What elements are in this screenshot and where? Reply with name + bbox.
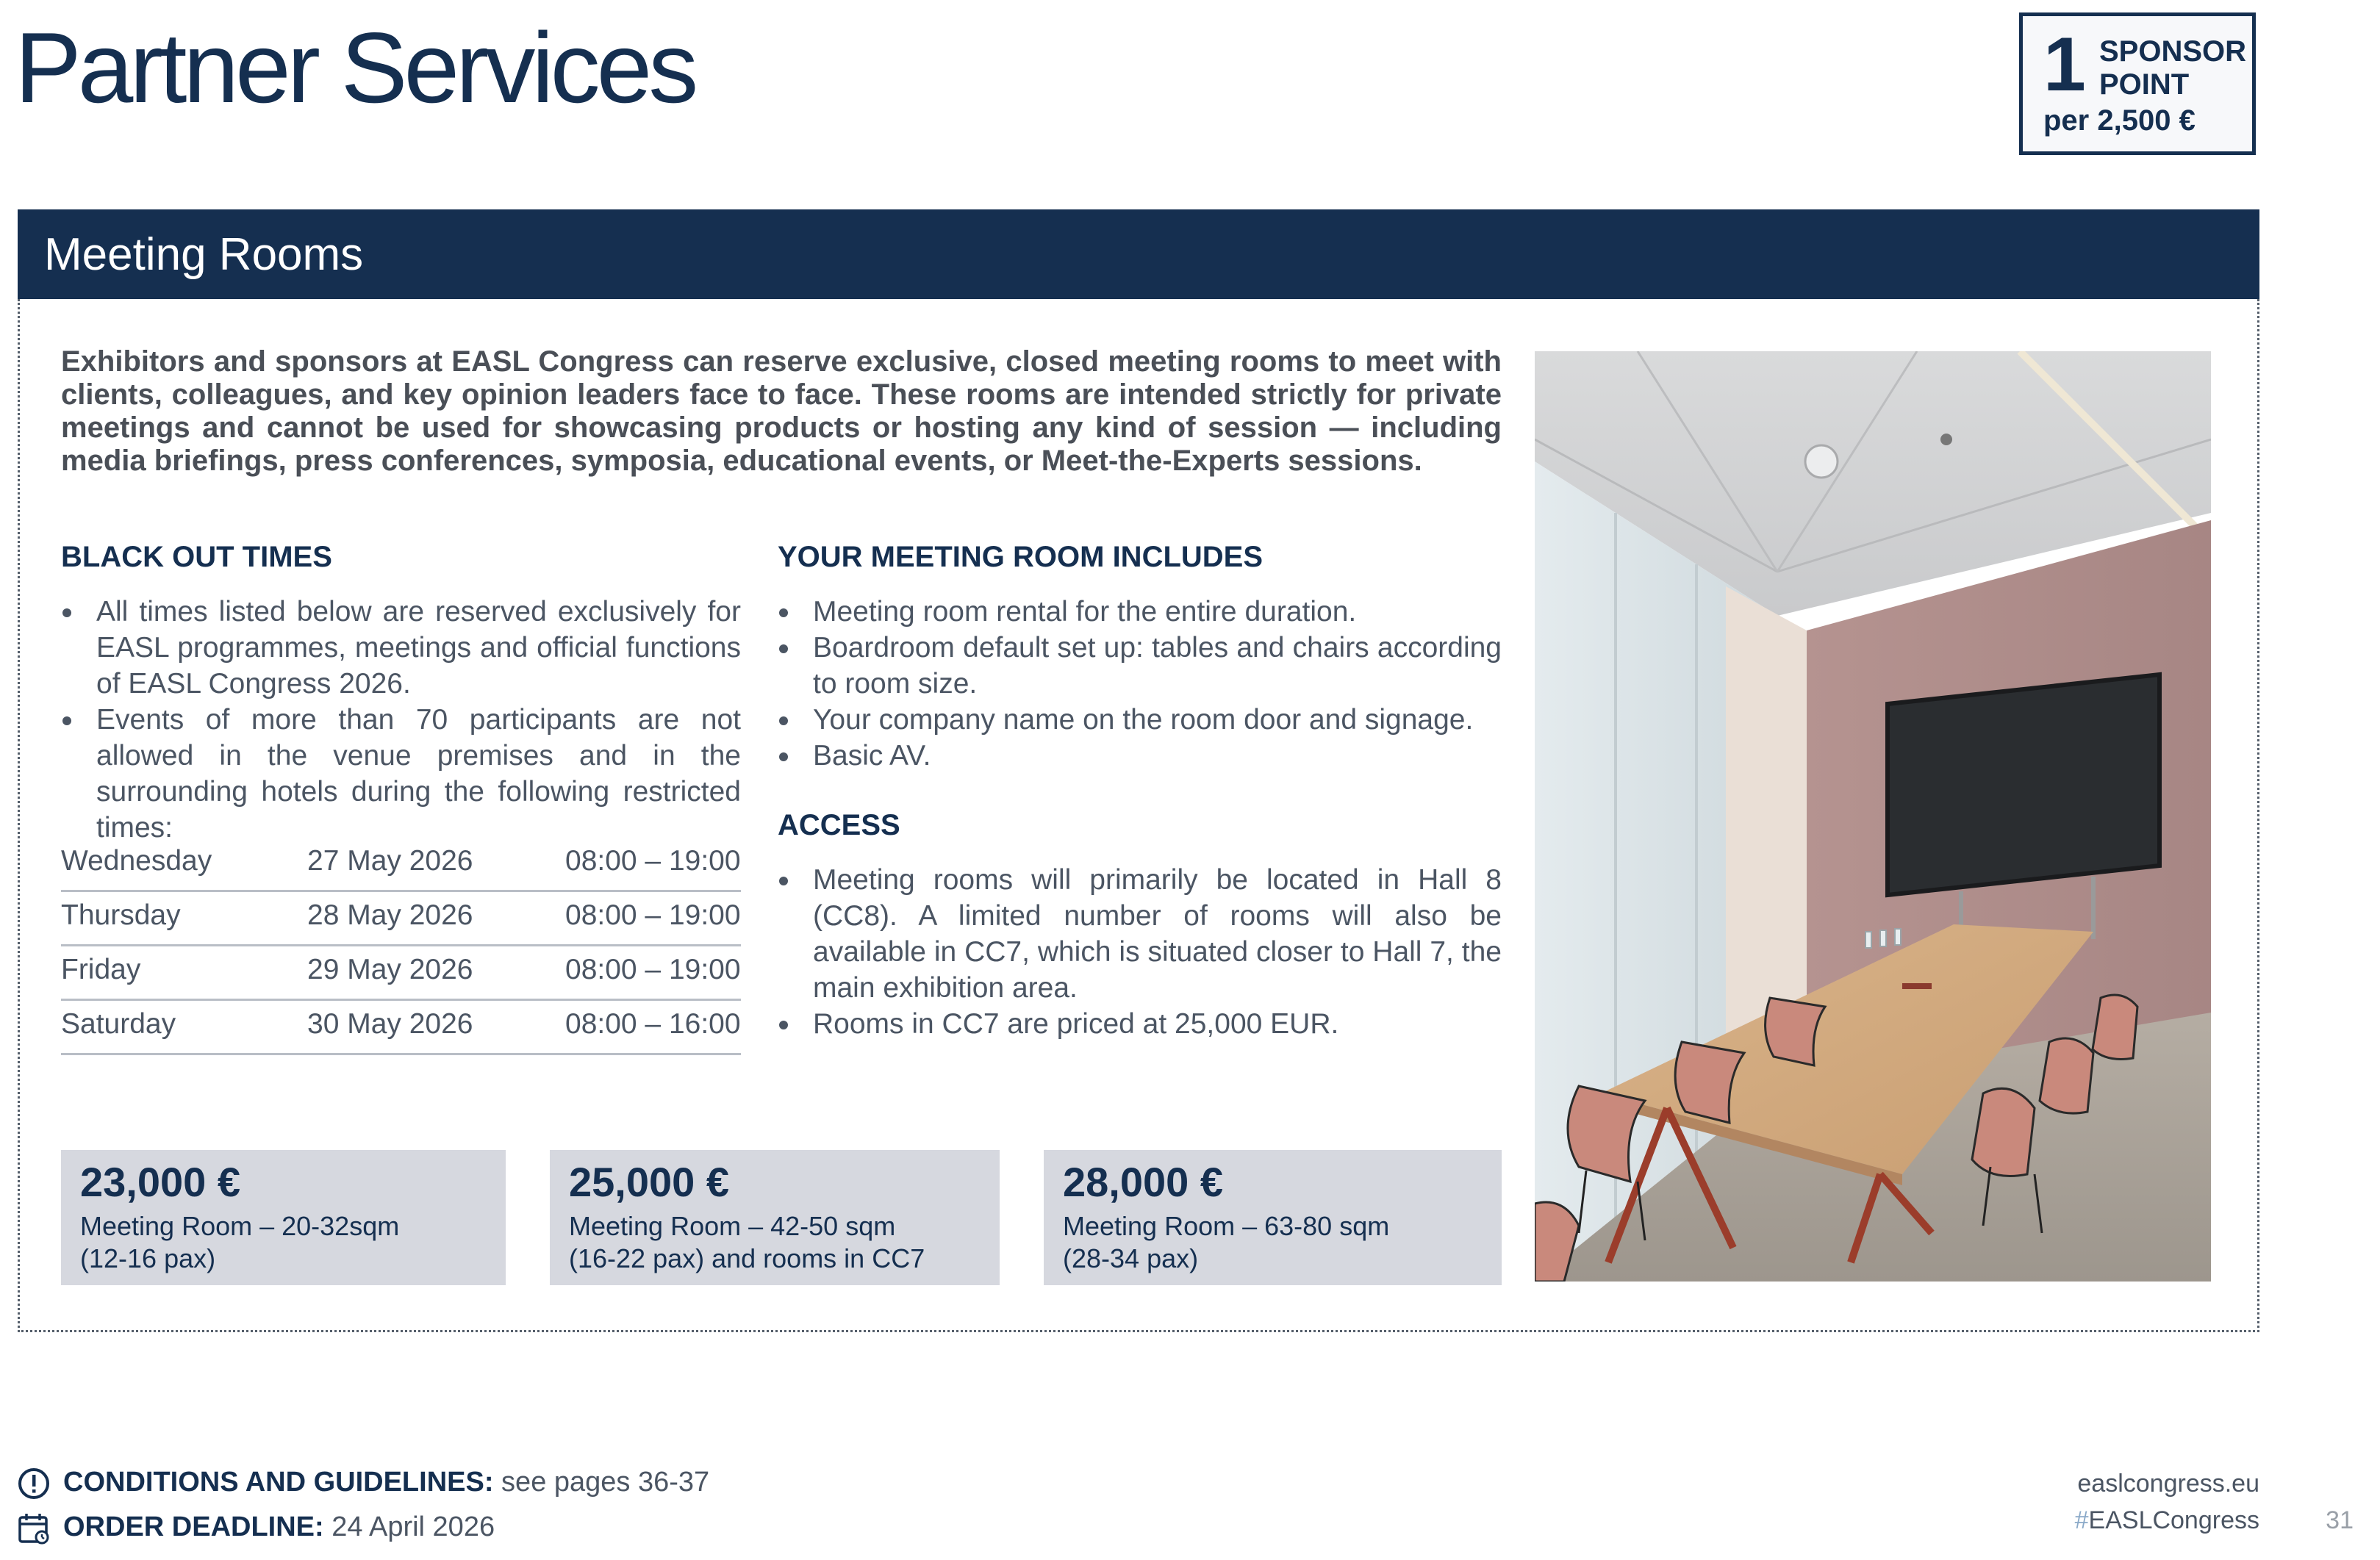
day-cell: Friday <box>61 954 141 985</box>
sponsor-point-box <box>2019 12 2256 155</box>
calendar-icon <box>18 1512 50 1545</box>
includes-heading: YOUR MEETING ROOM INCLUDES <box>778 541 1264 573</box>
list-item: Boardroom default set up: tables and chairs according to room size. <box>778 630 1502 702</box>
access-list <box>778 862 1502 1042</box>
day-cell: Wednesday <box>61 845 212 877</box>
blackout-list <box>61 594 741 846</box>
conditions-value: see pages 36-37 <box>493 1467 710 1498</box>
deadline-value: 24 April 2026 <box>323 1512 495 1543</box>
price-description-line: Meeting Room – 63-80 sqm <box>1063 1211 1390 1242</box>
sponsor-point-price: per 2,500 € <box>2043 104 2196 137</box>
price-description-line: (28-34 pax) <box>1063 1243 1199 1274</box>
date-cell: 27 May 2026 <box>307 845 473 877</box>
includes-list <box>778 594 1502 774</box>
time-cell: 08:00 – 19:00 <box>565 845 741 877</box>
list-item: Basic AV. <box>778 738 1502 774</box>
price-amount: 25,000 € <box>569 1159 729 1205</box>
alert-icon <box>18 1467 50 1500</box>
time-cell: 08:00 – 16:00 <box>565 1008 741 1040</box>
section-header <box>18 209 2259 299</box>
conditions-line <box>18 1467 709 1500</box>
table-row <box>61 1001 741 1055</box>
price-box <box>550 1150 1000 1285</box>
price-description-line: Meeting Room – 20-32sqm <box>80 1211 400 1242</box>
price-description-line: (12-16 pax) <box>80 1243 216 1274</box>
intro-paragraph: Exhibitors and sponsors at EASL Congress can reserve exclusive, closed meeting rooms to meet with clients, colleagues, and key opinion leaders face to face. These rooms are intended strictly for private meetings and cannot be used for showcasing products or hosting any kind of session — including media briefings, press conferences, symposia, educational events, or Meet-the-Experts sessions. <box>61 345 1502 477</box>
list-item: Meeting rooms will primarily be located in Hall 8 (CC8). A limited number of rooms will also be available in CC7, which is situated closer to Hall 7, the main exhibition area. <box>778 862 1502 1006</box>
price-amount: 28,000 € <box>1063 1159 1223 1205</box>
list-item: Meeting room rental for the entire duration. <box>778 594 1502 630</box>
date-cell: 28 May 2026 <box>307 899 473 931</box>
sponsor-point-label: SPONSOR POINT <box>2099 35 2247 101</box>
page-title: Partner Services <box>15 12 695 123</box>
hashtag-text: EASLCongress <box>2088 1506 2259 1534</box>
access-heading: ACCESS <box>778 809 900 841</box>
hashtag <box>2075 1506 2259 1535</box>
sponsor-point-number: 1 <box>2043 22 2086 107</box>
list-item: All times listed below are reserved exclusively for EASL programmes, meetings and official functions of EASL Congress 2026. <box>61 594 741 702</box>
price-box <box>61 1150 506 1285</box>
price-description-line: (16-22 pax) and rooms in CC7 <box>569 1243 925 1274</box>
time-cell: 08:00 – 19:00 <box>565 954 741 985</box>
price-box <box>1044 1150 1502 1285</box>
date-cell: 30 May 2026 <box>307 1008 473 1040</box>
list-item: Events of more than 70 participants are not allowed in the venue premises and in the surrounding hotels during the following restricted times: <box>61 702 741 846</box>
page-number: 31 <box>2326 1506 2354 1534</box>
list-item: Rooms in CC7 are priced at 25,000 EUR. <box>778 1006 1502 1042</box>
deadline-line <box>18 1512 495 1545</box>
blackout-heading: BLACK OUT TIMES <box>61 541 332 573</box>
table-row <box>61 946 741 1001</box>
price-amount: 23,000 € <box>80 1159 240 1205</box>
hashtag-symbol: # <box>2074 1506 2089 1534</box>
price-description <box>80 1210 487 1275</box>
price-description <box>1063 1210 1483 1275</box>
date-cell: 29 May 2026 <box>307 954 473 985</box>
list-item: Your company name on the room door and signage. <box>778 702 1502 738</box>
table-row <box>61 892 741 946</box>
price-description-line: Meeting Room – 42-50 sqm <box>569 1211 896 1242</box>
meeting-room-photo <box>1535 351 2211 1282</box>
price-description <box>569 1210 981 1275</box>
day-cell: Saturday <box>61 1008 176 1040</box>
time-cell: 08:00 – 19:00 <box>565 899 741 931</box>
conditions-label: CONDITIONS AND GUIDELINES: <box>63 1467 494 1498</box>
blackout-table <box>61 838 741 1055</box>
section-title: Meeting Rooms <box>44 229 364 280</box>
website-link[interactable]: easlcongress.eu <box>2077 1470 2259 1498</box>
table-row <box>61 838 741 892</box>
deadline-label: ORDER DEADLINE: <box>63 1512 324 1543</box>
day-cell: Thursday <box>61 899 181 931</box>
